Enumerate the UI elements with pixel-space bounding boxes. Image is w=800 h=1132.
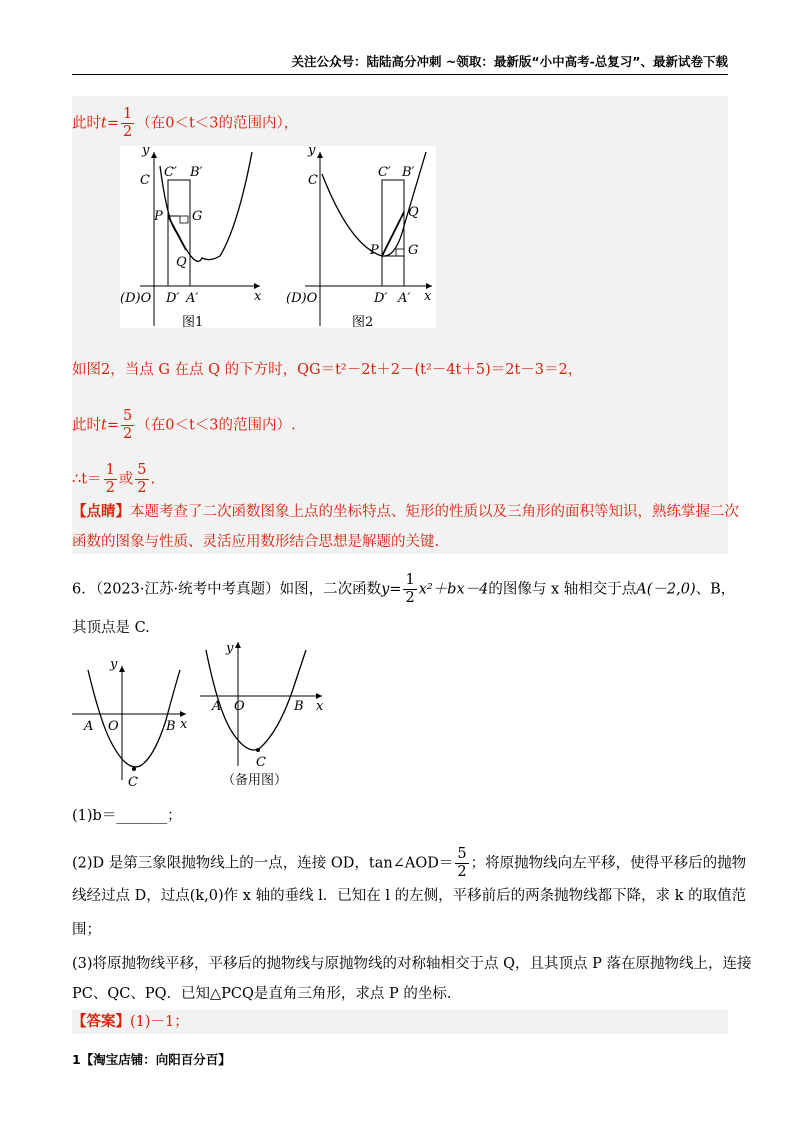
page-footer: 1【淘宝店铺：向阳百分百】 (72, 1052, 231, 1067)
question-figure-backup (200, 641, 324, 788)
fig1-Bp-label: B′ (190, 165, 203, 180)
question-part-1: (1)b＝_______； (72, 808, 182, 824)
fig1-Ap-label: A′ (186, 291, 199, 306)
figure-1 (120, 146, 262, 328)
q-fig2-C-label: C (256, 755, 266, 770)
question-part-2: (2)D 是第三象限抛物线上的一点，连接 OD，tan∠AOD＝ $\frac{5}{2}$ ；将原抛物线向左平移，使得平移后的抛物 (72, 846, 747, 880)
solution-line-4: ∴t＝ $\frac{1}{2}$ 或 $\frac{5}{2}$ . (72, 462, 156, 496)
fig1-x-label: x (254, 289, 262, 304)
solution-line-2: 如图2，当点 G 在点 Q 的下方时，QG＝t²－2t＋2－(t²－4t＋5)＝2t－3＝2， (72, 362, 583, 378)
fig1-Q-label: Q (176, 255, 187, 270)
fig2-caption: 图2 (352, 315, 374, 328)
question-6-intro: 6．（2023·江苏·统考中考真题）如图，二次函数y= $\frac{1}{2}$ x²＋bx－4的图像与 x 轴相交于点A(－2,0)、B， (72, 572, 736, 606)
question-part-3: (3)将原抛物线平移，平移后的抛物线与原抛物线的对称轴相交于点 Q，且其顶点 P 落在原抛物线上，连接 (72, 956, 752, 972)
fig2-Ap-label: A′ (398, 291, 411, 306)
question-part-2-line-2: 线经过点 D，过点(k,0)作 x 轴的垂线 l．已知在 l 的左侧，平移前后的两条抛物线都下降，求 k 的取值范 (72, 888, 747, 904)
fig2-Bp-label: B′ (402, 165, 415, 180)
question-figures (70, 640, 330, 790)
question-part-2-line-3: 围； (72, 922, 101, 938)
comment-line-2: 函数的图象与性质、灵活应用数形结合思想是解题的关键. (72, 534, 440, 550)
fig2-x-label: x (424, 289, 432, 304)
question-figure-main (72, 657, 188, 790)
q-fig-x-label: x (180, 717, 188, 732)
comment-tag: 【点睛】 (72, 503, 130, 520)
fig1-Dp-label: D′ (166, 291, 180, 306)
fig1-y-label: y (142, 146, 150, 158)
fig1-caption: 图1 (182, 315, 204, 328)
fig1-Cp-label: C′ (164, 165, 177, 180)
fig2-C-label: C (308, 173, 318, 188)
solution-line-1: 此时t= $\frac{1}{2}$ （在0＜t＜3的范围内）， (72, 106, 299, 140)
fig1-G-label: G (192, 209, 203, 224)
fig2-G-label: G (408, 243, 419, 258)
question-part-3-line-2: PC、QC、PQ．已知△PCQ是直角三角形，求点 P 的坐标. (72, 986, 452, 1002)
q-fig-y-label: y (110, 657, 118, 672)
page-header: 关注公众号：陆陆高分冲刺 ~领取：最新版“小中高考-总复习”、最新试卷下载 (72, 52, 728, 75)
q-fig2-y-label: y (226, 641, 234, 656)
fig2-DO-label: (D)O (286, 291, 318, 306)
fig1-DO-label: (D)O (120, 291, 152, 306)
fig2-y-label: y (308, 146, 316, 158)
q-fig-O-label: O (108, 719, 119, 734)
answer-line: 【答案】(1)－1； (72, 1013, 189, 1030)
q-fig2-x-label: x (316, 699, 324, 714)
q-fig2-O-label: O (234, 699, 245, 714)
fig2-Dp-label: D′ (374, 291, 388, 306)
q-fig2-B-label: B (294, 699, 304, 714)
solution-figures (120, 146, 436, 328)
fig1-C-label: C (140, 173, 150, 188)
q-fig-B-label: B (166, 719, 176, 734)
solution-line-3: 此时t= $\frac{5}{2}$ （在0＜t＜3的范围内）. (72, 408, 296, 442)
fig2-Cp-label: C′ (378, 165, 391, 180)
q-fig2-A-label: A (212, 699, 222, 714)
fig2-Q-label: Q (408, 205, 419, 220)
figure-2 (286, 146, 432, 328)
comment-line-1: 【点睛】本题考查了二次函数图象上点的坐标特点、矩形的性质以及三角形的面积等知识，熟练掌握二次 (72, 503, 739, 520)
fig1-P-label: P (154, 209, 163, 224)
answer-tag: 【答案】 (72, 1013, 130, 1030)
q-fig-A-label: A (84, 719, 94, 734)
fig2-P-label: P (370, 243, 379, 258)
q-fig-C-label: C (128, 775, 138, 790)
question-6-line-2: 其顶点是 C. (72, 620, 150, 636)
q-fig-backup-caption: （备用图） (222, 773, 288, 788)
